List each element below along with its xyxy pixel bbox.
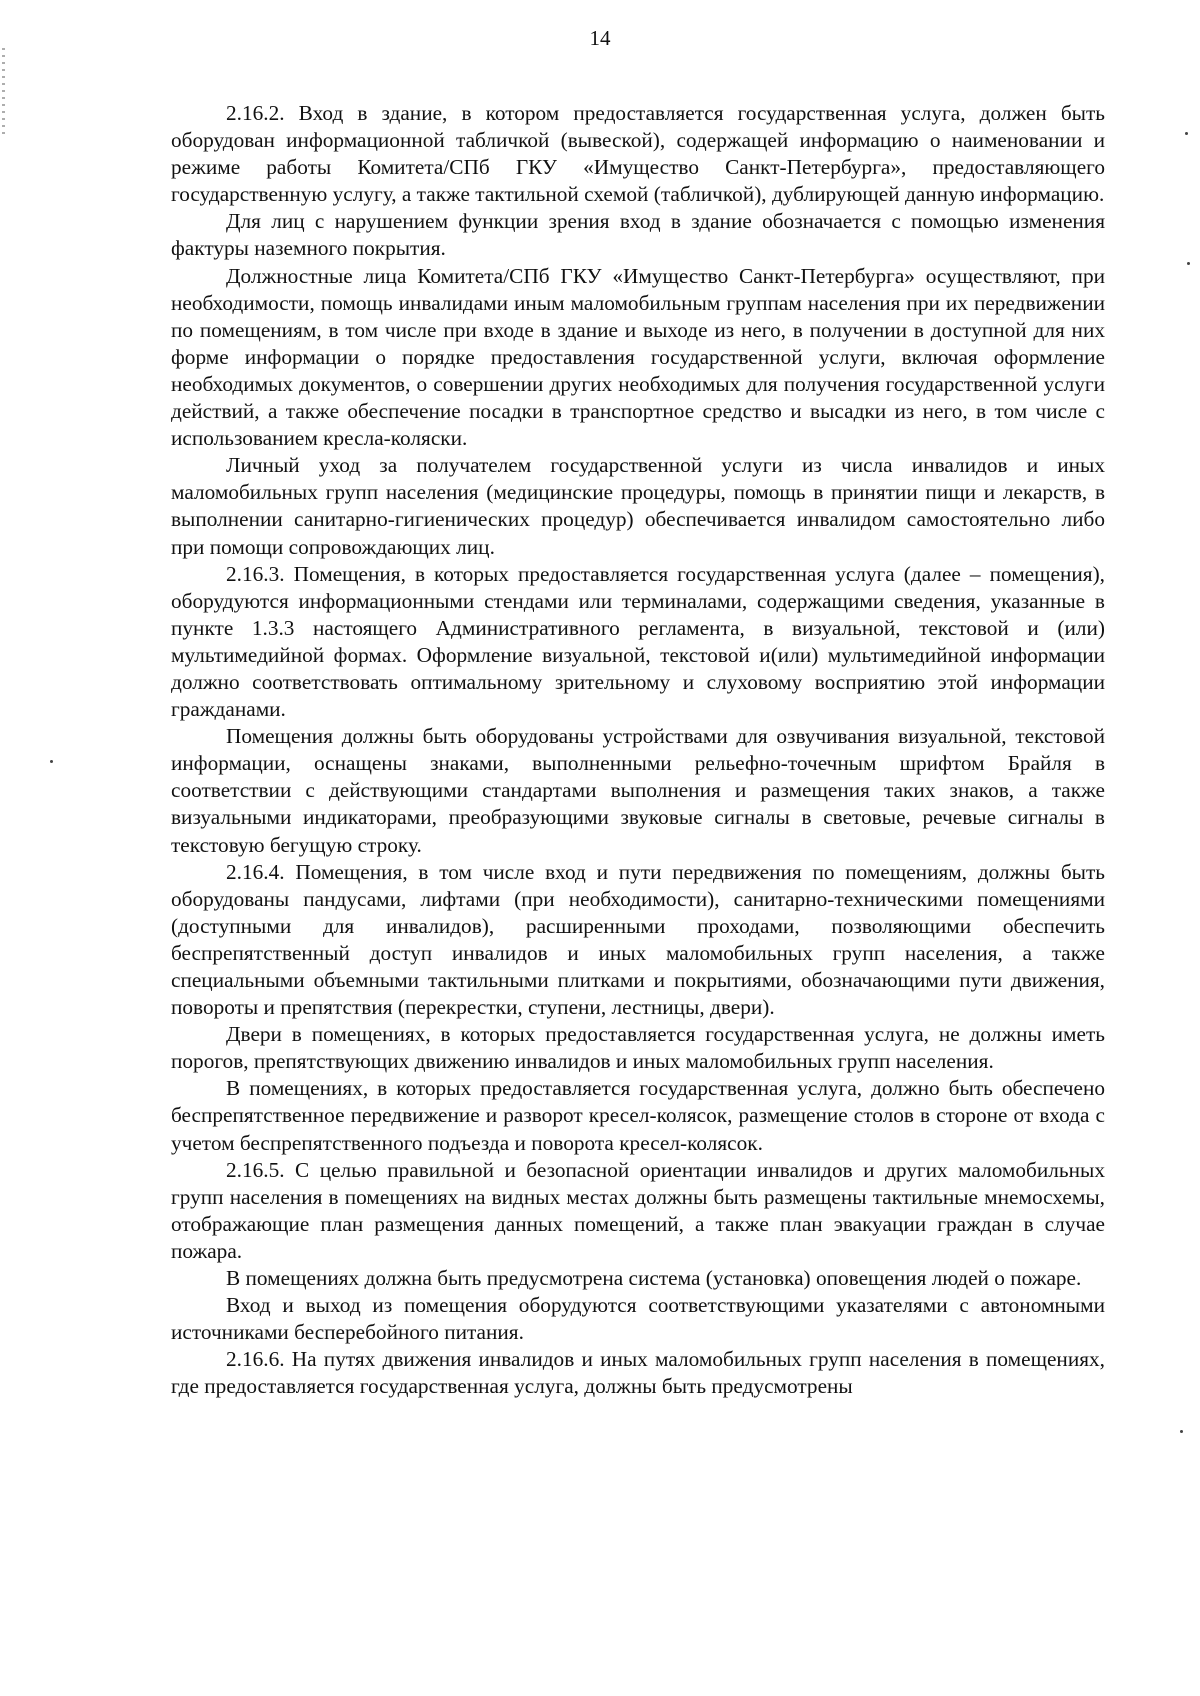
paragraph-2-16-5: 2.16.5. С целью правильной и безопасной ориентации инвалидов и других маломобильных групп населения в помещениях на видных местах должны быть размещены тактильные мнемосхемы, отображающие план размещения данных помещений, а также план эвакуации граждан в случае пожара. — [171, 1157, 1105, 1263]
paragraph-2-16-3: 2.16.3. Помещения, в которых предоставляется государственная услуга (далее – помещения), оборудуются информационными стендами или терминалами, содержащими сведения, указанные в пункте 1.3.3 настоящего Административного регламента, в визуальной, текстовой и (или) мультимедийной формах. Оформление визуальной, текстовой и(или) мультимедийной информации должно соответствовать оптимальному зрительному и слуховому восприятию этой информации гражданами. — [171, 561, 1105, 722]
paragraph-officials-assistance: Должностные лица Комитета/СПб ГКУ «Имущество Санкт-Петербурга» осуществляют, при необходимости, помощь инвалидами иным маломобильным группам населения при их передвижении по помещениям, в том числе при входе в здание и выходе из него, в получении в доступной для них форме информации о порядке предоставления государственной услуги, включая оформление необходимых документов, о совершении других необходимых для получения государственной услуги действий, а также обеспечение посадки в транспортное средство и высадки из него, в том числе с использованием кресла-коляски. — [171, 263, 1105, 451]
paragraph-exit-signs: Вход и выход из помещения оборудуются соответствующими указателями с автономными источниками бесперебойного питания. — [171, 1293, 1105, 1345]
scan-artifact — [1185, 132, 1188, 135]
scan-artifact — [2, 48, 5, 138]
paragraph-vision-impaired: Для лиц с нарушением функции зрения вход в здание обозначается с помощью изменения фактуры наземного покрытия. — [171, 209, 1105, 261]
paragraph-2-16-4: 2.16.4. Помещения, в том числе вход и пути передвижения по помещениям, должны быть оборудованы пандусами, лифтами (при необходимости), санитарно-техническими помещениями (доступными для инвалидов), расширенными проходами, позволяющими обеспечить беспрепятственный доступ инвалидов и иных маломобильных групп населения, а также специальными объемными тактильными плитками и покрытиями, обозначающими пути движения, повороты и препятствия (перекрестки, ступени, лестницы, двери). — [171, 859, 1105, 1020]
document-body — [171, 100, 1105, 1401]
paragraph-doors: Двери в помещениях, в которых предоставляется государственная услуга, не должны иметь порогов, препятствующих движению инвалидов и иных маломобильных групп населения. — [171, 1022, 1105, 1074]
scan-artifact — [50, 760, 53, 763]
paragraph-2-16-6: 2.16.6. На путях движения инвалидов и иных маломобильных групп населения в помещениях, где предоставляется государственная услуга, должны быть предусмотрены — [171, 1347, 1105, 1399]
paragraph-fire-alarm: В помещениях должна быть предусмотрена система (установка) оповещения людей о пожаре. — [226, 1266, 1082, 1291]
paragraph-voice-devices: Помещения должны быть оборудованы устройствами для озвучивания визуальной, текстовой информации, оснащены знаками, выполненными рельефно-точечным шрифтом Брайля в соответствии с действующими стандартами выполнения и размещения таких знаков, а также визуальными индикаторами, преобразующими звуковые сигналы в световые, речевые сигналы в текстовую бегущую строку. — [171, 724, 1105, 857]
paragraph-2-16-2: 2.16.2. Вход в здание, в котором предоставляется государственная услуга, должен быть оборудован информационной табличкой (вывеской), содержащей информацию о наименовании и режиме работы Комитета/СПб ГКУ «Имущество Санкт-Петербурга», предоставляющего государственную услугу, а также тактильной схемой (табличкой), дублирующей данную информацию. — [171, 101, 1105, 207]
scan-artifact — [1180, 1430, 1183, 1433]
paragraph-wheelchairs: В помещениях, в которых предоставляется государственная услуга, должно быть обеспечено беспрепятственное передвижение и разворот кресел-колясок, размещение столов в стороне от входа с учетом беспрепятственного подъезда и поворота кресел-колясок. — [171, 1076, 1105, 1155]
paragraph-personal-care: Личный уход за получателем государственной услуги из числа инвалидов и иных маломобильных групп населения (медицинские процедуры, помощь в принятии пищи и лекарств, в выполнении санитарно-гигиенических процедур) обеспечивается инвалидом самостоятельно либо при помощи сопровождающих лиц. — [171, 453, 1105, 559]
scan-artifact — [1187, 262, 1190, 265]
page-number: 14 — [589, 26, 611, 50]
